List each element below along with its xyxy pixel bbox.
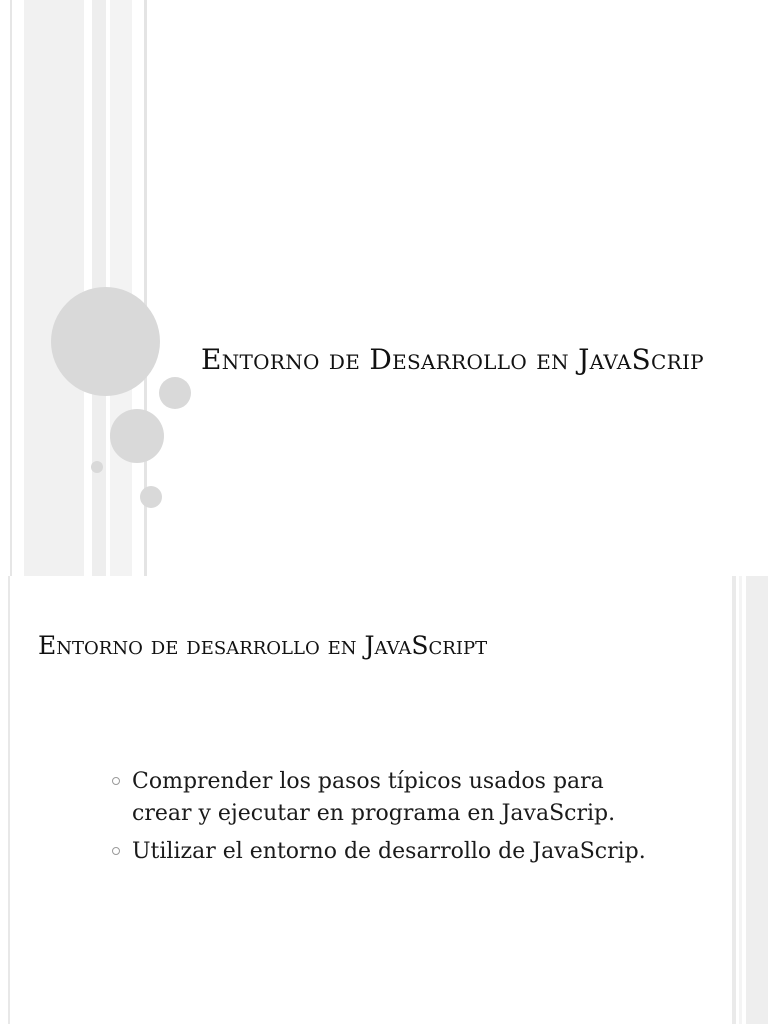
decor-circle xyxy=(51,287,160,396)
decor-stripe xyxy=(739,576,742,1024)
list-item xyxy=(110,766,670,830)
decor-circle xyxy=(159,377,191,409)
decor-stripe xyxy=(746,576,768,1024)
decor-stripe xyxy=(732,576,736,1024)
slide-1-title: Entorno de Desarrollo en JavaScrip xyxy=(201,343,704,376)
bullet-text: Comprender los pasos típicos usados para crear y ejecutar en programa en JavaScrip. xyxy=(132,769,616,826)
bullet-list xyxy=(110,766,670,874)
decor-circle xyxy=(110,409,164,463)
decor-circle xyxy=(91,461,103,473)
slide-2-title: Entorno de desarrollo en JavaScript xyxy=(38,631,488,660)
bullet-ring-icon xyxy=(112,777,120,785)
decor-circle xyxy=(140,486,162,508)
decor-stripe xyxy=(8,576,10,1024)
bullet-text: Utilizar el entorno de desarrollo de JavaScrip. xyxy=(132,839,646,864)
bullet-ring-icon xyxy=(112,847,120,855)
list-item xyxy=(110,836,670,868)
slide-2 xyxy=(0,576,768,1024)
decor-stripe xyxy=(24,0,84,576)
decor-stripe xyxy=(10,0,12,576)
